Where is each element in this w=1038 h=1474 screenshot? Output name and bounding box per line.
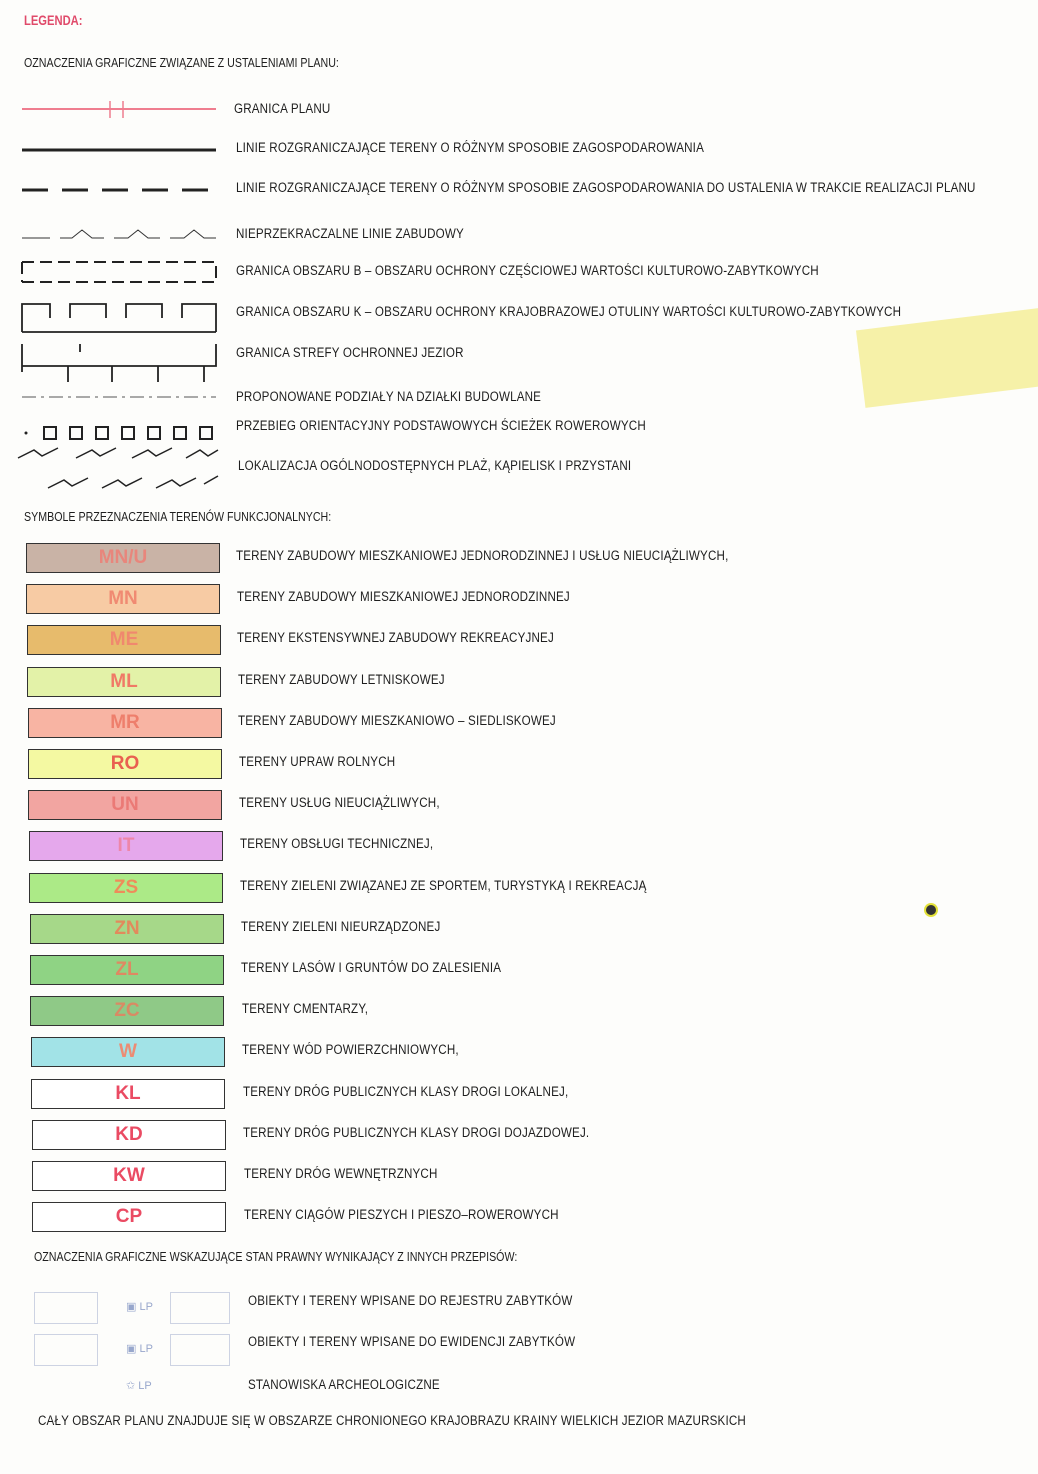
symbol-code: ML xyxy=(110,671,138,692)
symbols-section-heading: SYMBOLE PRZEZNACZENIA TERENÓW FUNKCJONALNYCH: xyxy=(24,509,332,524)
symbol-label: TERENY CMENTARZY, xyxy=(242,1001,369,1016)
symbol-swatch-zl xyxy=(30,955,224,985)
evidence-monument-box-right xyxy=(170,1334,230,1366)
symbol-code: KW xyxy=(113,1165,145,1186)
symbol-code: ME xyxy=(109,629,139,650)
symbol-label: TERENY DRÓG WEWNĘTRZNYCH xyxy=(244,1166,438,1181)
symbol-swatch-ml xyxy=(27,667,221,697)
graphic-section-heading: OZNACZENIA GRAFICZNE ZWIĄZANE Z USTALENIAMI PLANU: xyxy=(24,55,339,70)
symbol-swatch-ro xyxy=(28,749,222,779)
pin-mark xyxy=(926,905,936,915)
monument-evidence-icon: ▣ LP xyxy=(126,1343,153,1355)
symbol-label: TERENY DRÓG PUBLICZNYCH KLASY DROGI DOJAZDOWEJ. xyxy=(243,1125,590,1140)
symbol-label: TERENY DRÓG PUBLICZNYCH KLASY DROGI LOKALNEJ, xyxy=(243,1084,569,1099)
symbol-swatch-zc xyxy=(30,996,224,1026)
symbol-code: MN xyxy=(108,588,138,609)
legend-label-plot-divisions: PROPONOWANE PODZIAŁY NA DZIAŁKI BUDOWLANE xyxy=(236,389,542,404)
symbol-swatch-cp xyxy=(32,1202,226,1232)
symbol-code: IT xyxy=(117,835,135,856)
symbol-label: TERENY OBSŁUGI TECHNICZNEJ, xyxy=(240,836,434,851)
building-line-icon xyxy=(20,222,220,244)
symbol-label: TERENY ZABUDOWY MIESZKANIOWEJ JEDNORODZINNEJ I USŁUG NIEUCIĄŻLIWYCH, xyxy=(236,548,729,563)
legend-label-beaches: LOKALIZACJA OGÓLNODOSTĘPNYCH PLAŻ, KĄPIELISK I PRZYSTANI xyxy=(238,458,632,473)
zone-k-boundary-icon xyxy=(20,296,220,338)
symbol-swatch-w xyxy=(31,1037,225,1067)
solid-line-icon xyxy=(20,140,220,160)
symbol-label: TERENY LASÓW I GRUNTÓW DO ZALESIENIA xyxy=(241,960,502,975)
legend-label-zone-b: GRANICA OBSZARU B – OBSZARU OCHRONY CZĘŚCIOWEJ WARTOŚCI KULTUROWO-ZABYTKOWYCH xyxy=(236,263,819,278)
dashed-line-icon xyxy=(20,180,220,200)
symbol-label: TERENY ZIELENI ZWIĄZANEJ ZE SPORTEM, TURYSTYKĄ I REKREACJĄ xyxy=(240,878,647,893)
legend-label-dividing-lines: LINIE ROZGRANICZAJĄCE TERENY O RÓŻNYM SPOSOBIE ZAGOSPODAROWANIA xyxy=(236,140,705,155)
lake-protection-zone-icon xyxy=(20,342,220,388)
symbol-label: TERENY EKSTENSYWNEJ ZABUDOWY REKREACYJNEJ xyxy=(237,630,554,645)
evidence-monument-box-left xyxy=(34,1334,98,1366)
symbol-label: TERENY WÓD POWIERZCHNIOWYCH, xyxy=(242,1042,459,1057)
symbol-swatch-me xyxy=(27,625,221,655)
symbol-code: ZN xyxy=(114,918,140,939)
legend-label-monument-evidence: OBIEKTY I TERENY WPISANE DO EWIDENCJI ZABYTKÓW xyxy=(248,1334,576,1349)
legend-label-zone-k: GRANICA OBSZARU K – OBSZARU OCHRONY KRAJOBRAZOWEJ OTULINY WARTOŚCI KULTUROWO-ZABYTKOWYCH xyxy=(236,304,902,319)
symbol-swatch-mr xyxy=(28,708,222,738)
archaeological-site-icon: ✩ LP xyxy=(126,1380,152,1392)
legend-label-lake-zone: GRANICA STREFY OCHRONNEJ JEZIOR xyxy=(236,345,464,360)
footer-note: CAŁY OBSZAR PLANU ZNAJDUJE SIĘ W OBSZARZE CHRONIONEGO KRAJOBRAZU KRAINY WIELKICH JEZIOR MAZURSKICH xyxy=(38,1413,746,1428)
symbol-swatch-mnu xyxy=(26,543,220,573)
symbol-swatch-zn xyxy=(30,914,224,944)
zone-b-boundary-icon xyxy=(20,256,220,288)
beach-location-icon xyxy=(14,444,224,494)
symbol-swatch-kd xyxy=(32,1120,226,1150)
legend-label-archaeological-sites: STANOWISKA ARCHEOLOGICZNE xyxy=(248,1377,440,1392)
symbol-label: TERENY UPRAW ROLNYCH xyxy=(239,754,396,769)
legend-label-monument-register: OBIEKTY I TERENY WPISANE DO REJESTRU ZABYTKÓW xyxy=(248,1293,573,1308)
symbol-code: ZC xyxy=(114,1000,140,1021)
symbol-code: UN xyxy=(111,794,139,815)
symbol-code: RO xyxy=(110,753,140,774)
symbol-label: TERENY CIĄGÓW PIESZYCH I PIESZO–ROWEROWYCH xyxy=(244,1207,559,1222)
legal-section-heading: OZNACZENIA GRAFICZNE WSKAZUJĄCE STAN PRAWNY WYNIKAJĄCY Z INNYCH PRZEPISÓW: xyxy=(34,1249,518,1264)
symbol-code: ZL xyxy=(115,959,139,980)
symbol-label: TERENY ZABUDOWY MIESZKANIOWEJ JEDNORODZINNEJ xyxy=(237,589,570,604)
symbol-code: KD xyxy=(115,1124,143,1145)
bike-path-icon xyxy=(20,424,220,442)
legend-title: LEGENDA: xyxy=(24,12,83,28)
legend-label-dividing-lines-tbd: LINIE ROZGRANICZAJĄCE TERENY O RÓŻNYM SPOSOBIE ZAGOSPODAROWANIA DO USTALENIA W TRAKCIE REALIZACJI PLANU xyxy=(236,180,976,195)
symbol-code: CP xyxy=(115,1206,143,1227)
symbol-code: MR xyxy=(110,712,140,733)
monument-register-icon: ▣ LP xyxy=(126,1301,153,1313)
symbol-swatch-kl xyxy=(31,1079,225,1109)
plot-division-line-icon xyxy=(20,390,220,404)
register-monument-box-right xyxy=(170,1292,230,1324)
symbol-label: TERENY USŁUG NIEUCIĄŻLIWYCH, xyxy=(239,795,440,810)
symbol-swatch-kw xyxy=(32,1161,226,1191)
register-monument-box-left xyxy=(34,1292,98,1324)
symbol-swatch-mn xyxy=(26,584,220,614)
symbol-code: ZS xyxy=(113,877,139,898)
symbol-label: TERENY ZIELENI NIEURZĄDZONEJ xyxy=(241,919,441,934)
symbol-code: W xyxy=(119,1041,137,1062)
legend-label-bike-paths: PRZEBIEG ORIENTACYJNY PODSTAWOWYCH ŚCIEŻEK ROWEROWYCH xyxy=(236,418,646,433)
symbol-label: TERENY ZABUDOWY MIESZKANIOWO – SIEDLISKOWEJ xyxy=(238,713,556,728)
symbol-code: KL xyxy=(115,1083,141,1104)
symbol-label: TERENY ZABUDOWY LETNISKOWEJ xyxy=(238,672,445,687)
symbol-swatch-zs xyxy=(29,873,223,903)
symbol-swatch-un xyxy=(28,790,222,820)
symbol-code: MN/U xyxy=(98,547,148,568)
legend-label-building-lines: NIEPRZEKRACZALNE LINIE ZABUDOWY xyxy=(236,226,464,241)
symbol-swatch-it xyxy=(29,831,223,861)
legend-label-plan-boundary: GRANICA PLANU xyxy=(234,101,331,116)
plan-boundary-line-icon xyxy=(20,98,220,128)
highlighter-mark xyxy=(856,306,1038,408)
